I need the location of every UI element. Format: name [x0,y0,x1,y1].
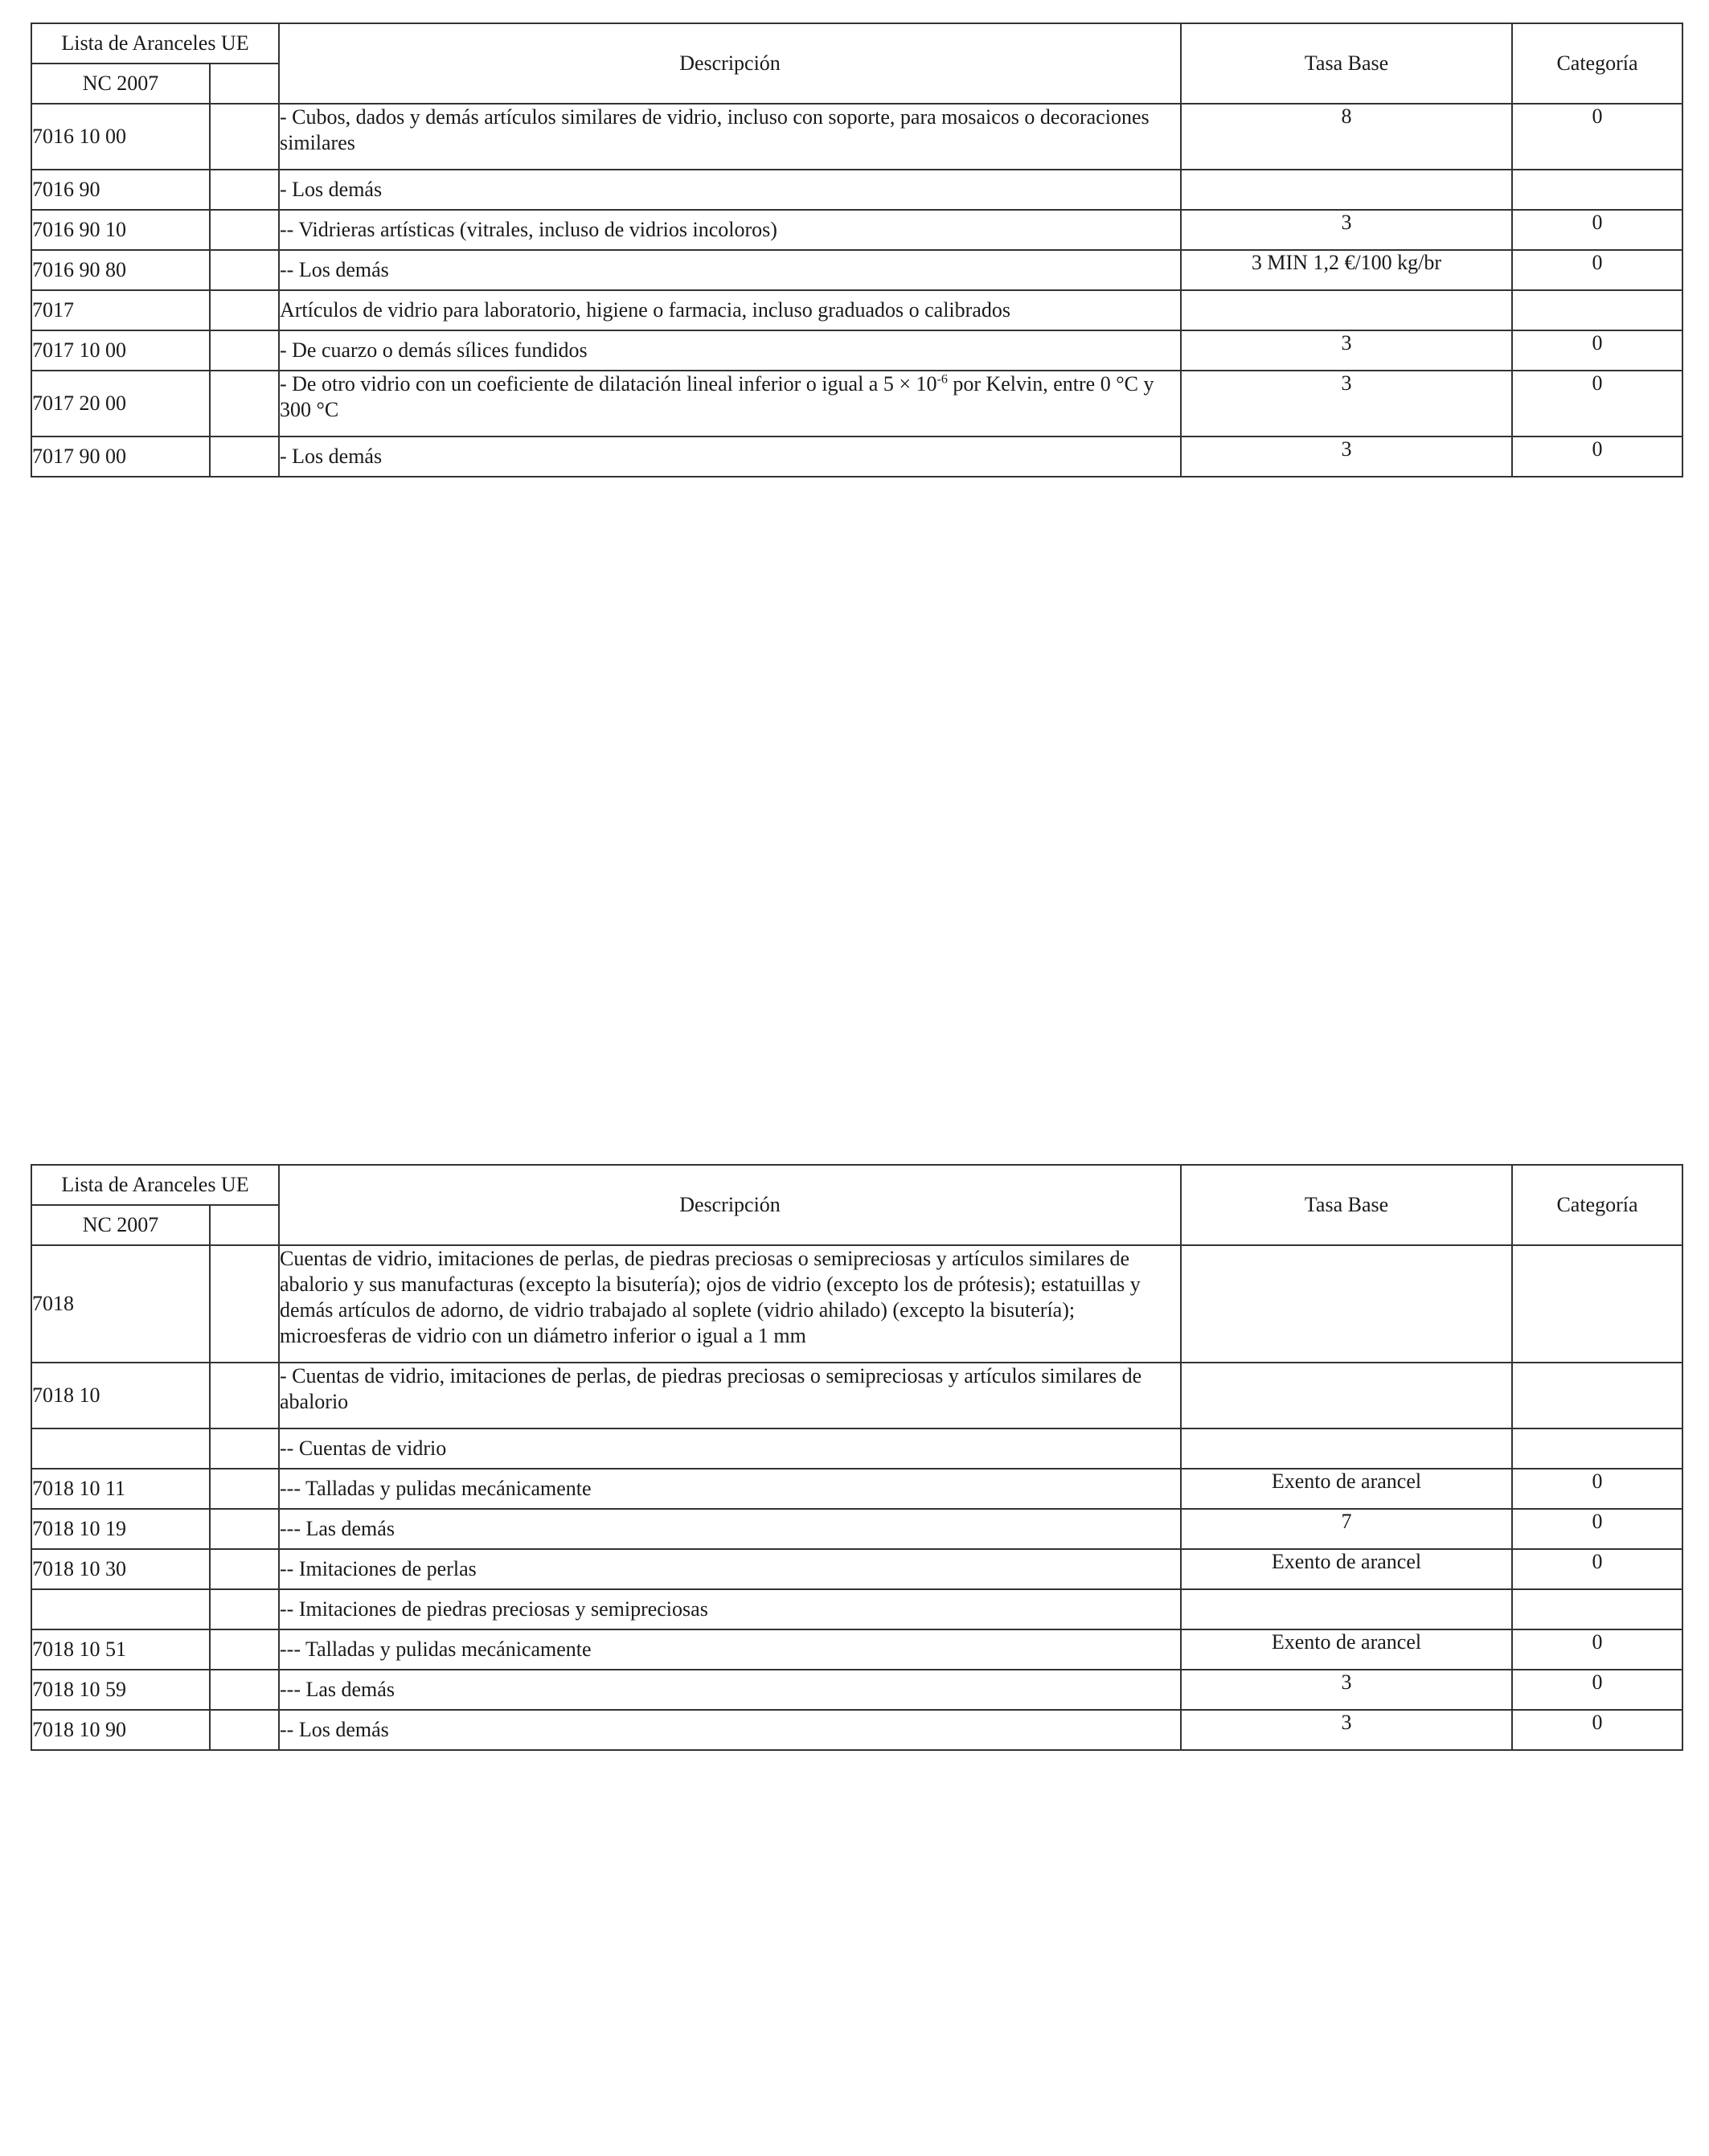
empty-cell [210,1469,279,1509]
category-cell [1512,1589,1682,1629]
tariff-table-7018 [31,1164,1683,1751]
header-description: Descripción [279,23,1181,104]
empty-cell [210,210,279,250]
tariff-code: 7016 10 00 [31,104,210,170]
table-row [31,1549,1682,1589]
description-cell [279,371,1181,437]
header-list-label: Lista de Aranceles UE [31,23,279,64]
empty-cell [210,1509,279,1549]
description-cell: - Cuentas de vidrio, imitaciones de perlas, de piedras preciosas o semipreciosas y artículos similares de abalorio [279,1363,1181,1428]
description-cell: - De cuarzo o demás sílices fundidos [279,330,1181,371]
base-rate-cell: Exento de arancel [1181,1629,1512,1670]
table-row [31,1245,1682,1363]
description-cell: -- Vidrieras artísticas (vitrales, incluso de vidrios incoloros) [279,210,1181,250]
header-nc-label: NC 2007 [31,1205,210,1245]
base-rate-cell: Exento de arancel [1181,1549,1512,1589]
tariff-code: 7018 10 30 [31,1549,210,1589]
base-rate-cell [1181,1428,1512,1469]
table-row [31,1629,1682,1670]
tariff-table-7016-7017 [31,23,1683,478]
description-cell: --- Talladas y pulidas mecánicamente [279,1469,1181,1509]
table-row [31,210,1682,250]
tariff-code: 7017 90 00 [31,437,210,477]
table-row [31,1509,1682,1549]
empty-cell [210,1245,279,1363]
table-row [31,330,1682,371]
category-cell: 0 [1512,1509,1682,1549]
category-cell: 0 [1512,1710,1682,1750]
description-cell: -- Los demás [279,250,1181,290]
header-category: Categoría [1512,23,1682,104]
category-cell: 0 [1512,1670,1682,1710]
category-cell [1512,1428,1682,1469]
base-rate-cell [1181,170,1512,210]
category-cell: 0 [1512,437,1682,477]
base-rate-cell: 3 MIN 1,2 €/100 kg/br [1181,250,1512,290]
category-cell [1512,1245,1682,1363]
header-empty-cell [210,64,279,104]
tariff-code: 7018 10 19 [31,1509,210,1549]
tariff-code: 7018 10 [31,1363,210,1428]
category-cell: 0 [1512,1469,1682,1509]
empty-cell [210,437,279,477]
description-cell: - Los demás [279,170,1181,210]
description-text: - De otro vidrio con un coeficiente de dilatación lineal inferior o igual a 5 × 10 [280,372,937,396]
empty-cell [210,330,279,371]
tariff-code: 7018 [31,1245,210,1363]
empty-cell [210,1670,279,1710]
base-rate-cell: Exento de arancel [1181,1469,1512,1509]
tariff-code: 7017 10 00 [31,330,210,371]
description-cell: --- Talladas y pulidas mecánicamente [279,1629,1181,1670]
empty-cell [210,1428,279,1469]
table-row [31,437,1682,477]
table-row [31,290,1682,330]
base-rate-cell: 7 [1181,1509,1512,1549]
tariff-code: 7018 10 59 [31,1670,210,1710]
category-cell: 0 [1512,210,1682,250]
base-rate-cell [1181,1589,1512,1629]
description-cell: Cuentas de vidrio, imitaciones de perlas, de piedras preciosas o semipreciosas y artículos similares de abalorio y sus manufacturas (excepto la bisutería); ojos de vidrio (excepto los de prótesis); estatuillas y demás artículos de adorno, de vidrio trabajado al soplete (vidrio ahilado) (excepto la bisutería); microesferas de vidrio con un diámetro inferior o igual a 1 mm [279,1245,1181,1363]
table-row [31,1363,1682,1428]
tariff-code: 7017 [31,290,210,330]
tariff-code: 7017 20 00 [31,371,210,437]
description-cell: Artículos de vidrio para laboratorio, higiene o farmacia, incluso graduados o calibrados [279,290,1181,330]
tariff-code [31,1589,210,1629]
category-cell: 0 [1512,1549,1682,1589]
exponent: -6 [936,372,948,387]
empty-cell [210,371,279,437]
description-cell: -- Imitaciones de perlas [279,1549,1181,1589]
base-rate-cell [1181,290,1512,330]
category-cell: 0 [1512,330,1682,371]
header-list-label: Lista de Aranceles UE [31,1165,279,1205]
description-cell: - Cubos, dados y demás artículos similares de vidrio, incluso con soporte, para mosaicos o decoraciones similares [279,104,1181,170]
base-rate-cell [1181,1245,1512,1363]
tariff-code: 7016 90 [31,170,210,210]
category-cell [1512,170,1682,210]
base-rate-cell [1181,1363,1512,1428]
tariff-code: 7018 10 51 [31,1629,210,1670]
description-cell: --- Las demás [279,1509,1181,1549]
category-cell: 0 [1512,1629,1682,1670]
base-rate-cell: 3 [1181,1710,1512,1750]
description-cell: -- Cuentas de vidrio [279,1428,1181,1469]
category-cell: 0 [1512,371,1682,437]
table-row [31,1428,1682,1469]
header-empty-cell [210,1205,279,1245]
table-row [31,1710,1682,1750]
category-cell [1512,290,1682,330]
header-base-rate: Tasa Base [1181,23,1512,104]
description-cell: -- Imitaciones de piedras preciosas y semipreciosas [279,1589,1181,1629]
table-row [31,250,1682,290]
table-row [31,1469,1682,1509]
base-rate-cell: 3 [1181,371,1512,437]
header-nc-label: NC 2007 [31,64,210,104]
base-rate-cell: 8 [1181,104,1512,170]
tariff-code [31,1428,210,1469]
table-row [31,1670,1682,1710]
description-cell: -- Los demás [279,1710,1181,1750]
category-cell [1512,1363,1682,1428]
category-cell: 0 [1512,250,1682,290]
table-row [31,1589,1682,1629]
base-rate-cell: 3 [1181,330,1512,371]
empty-cell [210,1549,279,1589]
table-row [31,371,1682,437]
empty-cell [210,1363,279,1428]
table-row [31,170,1682,210]
tariff-code: 7016 90 80 [31,250,210,290]
description-cell: --- Las demás [279,1670,1181,1710]
base-rate-cell: 3 [1181,1670,1512,1710]
category-cell: 0 [1512,104,1682,170]
tariff-code: 7018 10 90 [31,1710,210,1750]
empty-cell [210,1710,279,1750]
description-cell: - Los demás [279,437,1181,477]
empty-cell [210,1629,279,1670]
empty-cell [210,1589,279,1629]
tariff-code: 7018 10 11 [31,1469,210,1509]
empty-cell [210,104,279,170]
empty-cell [210,170,279,210]
tariff-code: 7016 90 10 [31,210,210,250]
header-base-rate: Tasa Base [1181,1165,1512,1245]
header-description: Descripción [279,1165,1181,1245]
empty-cell [210,250,279,290]
base-rate-cell: 3 [1181,437,1512,477]
empty-cell [210,290,279,330]
table-row [31,104,1682,170]
header-category: Categoría [1512,1165,1682,1245]
description-text: por Kelvin, entre 0 °C y 300 °C [280,372,1154,421]
base-rate-cell: 3 [1181,210,1512,250]
